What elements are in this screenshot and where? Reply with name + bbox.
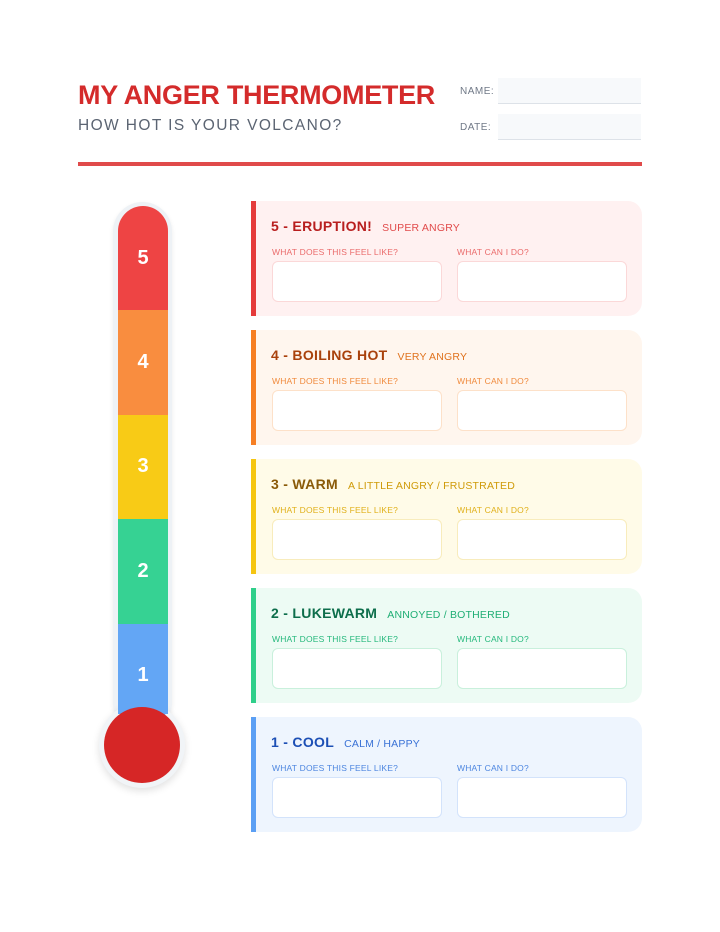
date-label: DATE: xyxy=(460,122,492,133)
feel-like-label: WHAT DOES THIS FEEL LIKE? xyxy=(272,505,399,515)
what-can-i-do-label: WHAT CAN I DO? xyxy=(457,763,529,773)
level-title: 1 - COOL xyxy=(271,734,335,750)
name-label: NAME: xyxy=(460,86,495,97)
feel-like-label: WHAT DOES THIS FEEL LIKE? xyxy=(272,634,399,644)
level-title: 2 - LUKEWARM xyxy=(271,605,378,621)
what-can-i-do-label: WHAT CAN I DO? xyxy=(457,376,529,386)
level-heading xyxy=(271,734,420,750)
level-description: A LITTLE ANGRY / FRUSTRATED xyxy=(347,480,515,492)
what-can-i-do-field[interactable] xyxy=(457,261,627,302)
header-divider xyxy=(78,162,642,166)
what-can-i-do-field[interactable] xyxy=(457,648,627,689)
feel-like-field[interactable] xyxy=(272,777,442,818)
thermometer-segment-5: 5 xyxy=(118,206,168,310)
what-can-i-do-field[interactable] xyxy=(457,777,627,818)
level-card-boiling-hot xyxy=(251,330,642,445)
thermometer-segment-3: 3 xyxy=(118,415,168,519)
feel-like-field[interactable] xyxy=(272,390,442,431)
what-can-i-do-field[interactable] xyxy=(457,390,627,431)
page-subtitle: HOW HOT IS YOUR VOLCANO? xyxy=(78,117,343,134)
level-card-cool xyxy=(251,717,642,832)
level-accent-bar xyxy=(251,588,256,703)
level-heading xyxy=(271,218,460,234)
level-heading xyxy=(271,476,515,492)
page-title: MY ANGER THERMOMETER xyxy=(78,80,436,110)
thermometer-segment-4: 4 xyxy=(118,310,168,414)
thermometer-segment-1: 1 xyxy=(118,624,168,728)
level-title: 4 - BOILING HOT xyxy=(271,347,388,363)
level-description: ANNOYED / BOTHERED xyxy=(387,609,510,621)
level-card-eruption xyxy=(251,201,642,316)
what-can-i-do-label: WHAT CAN I DO? xyxy=(457,247,529,257)
feel-like-label: WHAT DOES THIS FEEL LIKE? xyxy=(272,763,399,773)
feel-like-label: WHAT DOES THIS FEEL LIKE? xyxy=(272,247,399,257)
thermometer-tube xyxy=(118,206,168,728)
date-field[interactable] xyxy=(498,114,641,140)
level-accent-bar xyxy=(251,459,256,574)
level-description: CALM / HAPPY xyxy=(344,738,420,750)
what-can-i-do-field[interactable] xyxy=(457,519,627,560)
level-description: VERY ANGRY xyxy=(397,351,468,363)
feel-like-field[interactable] xyxy=(272,261,442,302)
level-card-lukewarm xyxy=(251,588,642,703)
level-title: 3 - WARM xyxy=(271,476,338,492)
feel-like-label: WHAT DOES THIS FEEL LIKE? xyxy=(272,376,399,386)
level-accent-bar xyxy=(251,330,256,445)
level-title: 5 - ERUPTION! xyxy=(271,218,373,234)
what-can-i-do-label: WHAT CAN I DO? xyxy=(457,634,529,644)
level-accent-bar xyxy=(251,201,256,316)
feel-like-field[interactable] xyxy=(272,519,442,560)
level-heading xyxy=(271,605,510,621)
level-description: SUPER ANGRY xyxy=(382,222,461,234)
feel-like-field[interactable] xyxy=(272,648,442,689)
thermometer-bulb xyxy=(104,707,180,783)
level-card-warm xyxy=(251,459,642,574)
what-can-i-do-label: WHAT CAN I DO? xyxy=(457,505,529,515)
level-accent-bar xyxy=(251,717,256,832)
name-field[interactable] xyxy=(498,78,641,104)
thermometer-segment-2: 2 xyxy=(118,519,168,623)
level-heading xyxy=(271,347,467,363)
